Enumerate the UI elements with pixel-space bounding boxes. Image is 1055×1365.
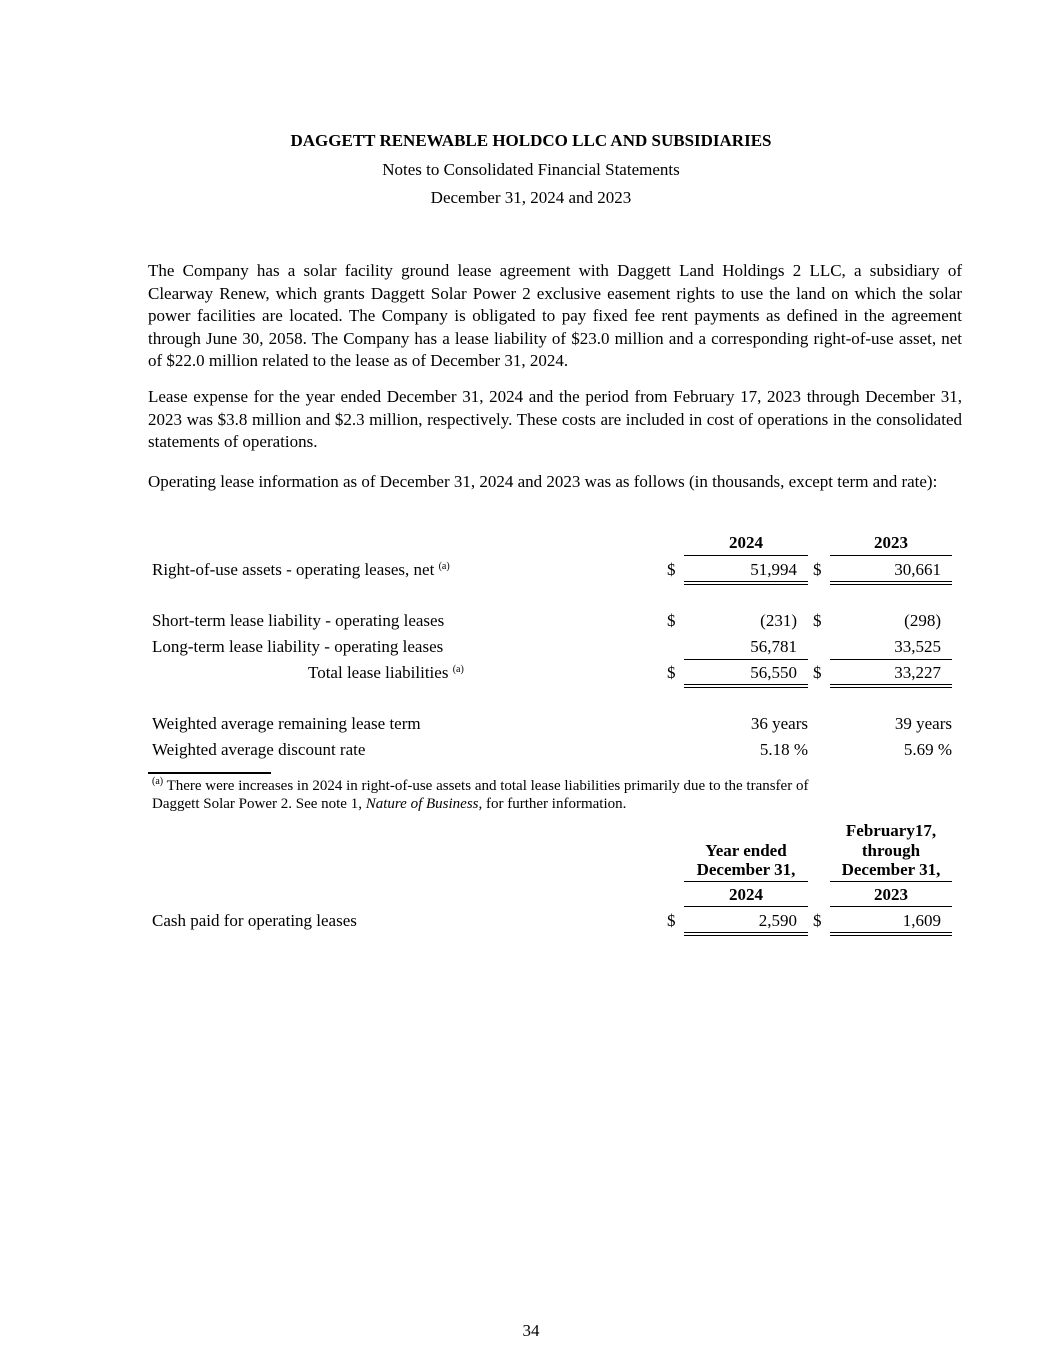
- header-rule-2023: [830, 881, 952, 882]
- footnote-mark: (a): [152, 776, 164, 787]
- double-rule-2023: [830, 581, 952, 585]
- value-rou-2023: 30,661: [894, 560, 941, 579]
- paragraph-ground-lease: The Company has a solar facility ground lease agreement with Daggett Land Holdings 2 LLC, a subsidiary of Clearway Renew, which grants Daggett Solar Power 2 exclusive easement rights to use the land on which the solar power facilities are located. The Company is obligated to pay fixed fee rent payments as defined in the agreement through June 30, 2058. The Company has a lease liability of $23.0 million and a corresponding right-of-use asset, net of $22.0 million related to the lease as of December 31, 2024.: [148, 261, 962, 370]
- row-label-cash-paid: Cash paid for operating leases: [152, 911, 357, 930]
- report-date: December 31, 2024 and 2023: [430, 188, 632, 207]
- dollar-sign: $: [667, 911, 676, 930]
- footnote-mark: (a): [452, 664, 464, 675]
- paragraph-operating-lease-info: Operating lease information as of December 31, 2024 and 2023 was as follows (in thousands, except term and rate):: [148, 472, 938, 491]
- value-short-term-2024: (231): [760, 611, 797, 630]
- value-long-term-2024: 56,781: [750, 637, 797, 656]
- double-rule-2024: [684, 684, 808, 688]
- header-rule-2023: [830, 555, 952, 556]
- column-header-feb17: February17,: [845, 821, 937, 840]
- column-header-december-31-b: December 31,: [841, 860, 941, 879]
- double-rule-2023: [830, 684, 952, 688]
- column-header-december-31-a: December 31,: [696, 860, 796, 879]
- page-number: 34: [522, 1321, 540, 1340]
- dollar-sign: $: [813, 663, 822, 682]
- header-rule-2024: [684, 881, 808, 882]
- year-rule-2024: [684, 906, 808, 907]
- dollar-sign: $: [667, 611, 676, 630]
- subtotal-rule-2024: [684, 659, 808, 660]
- double-rule-2023: [830, 932, 952, 936]
- subtotal-rule-2023: [830, 659, 952, 660]
- double-rule-2024: [684, 932, 808, 936]
- row-label-short-term-liability: Short-term lease liability - operating leases: [152, 611, 445, 630]
- column-header-year-ended: Year ended: [705, 841, 787, 860]
- value-long-term-2023: 33,525: [894, 637, 941, 656]
- year-rule-2023: [830, 906, 952, 907]
- footnote-note-reference: Nature of Business,: [365, 796, 483, 812]
- company-name: DAGGETT RENEWABLE HOLDCO LLC AND SUBSIDIARIES: [290, 131, 772, 150]
- header-rule-2024: [684, 555, 808, 556]
- dollar-sign: $: [667, 560, 676, 579]
- value-cash-paid-2024: 2,590: [758, 911, 797, 930]
- footnote-line-1: $^{(a)}$ There were increases in 2024 in right-of-use assets and total lease liabilities primarily due to the transfer of: [152, 776, 809, 794]
- row-label-long-term-liability: Long-term lease liability - operating leases: [152, 637, 444, 656]
- column-header-year-2023: 2023: [874, 885, 908, 904]
- dollar-sign: $: [813, 611, 822, 630]
- column-header-year-2024: 2024: [729, 885, 763, 904]
- row-label-total-lease-liabilities: Total lease liabilities $^{(a)}$: [308, 663, 464, 682]
- dollar-sign: $: [813, 911, 822, 930]
- dollar-sign: $: [667, 663, 676, 682]
- column-header-2024: 2024: [729, 533, 763, 552]
- footnote-separator: [148, 772, 271, 774]
- value-short-term-2023: (298): [904, 611, 941, 630]
- row-label-discount-rate: Weighted average discount rate: [152, 740, 366, 759]
- value-cash-paid-2023: 1,609: [902, 911, 941, 930]
- footnote-mark: (a): [438, 561, 450, 572]
- paragraph-lease-expense: Lease expense for the year ended December 31, 2024 and the period from February 17, 2023 through December 31, 2023 was $3.8 million and $2.3 million, respectively. These costs are included in cost of operations in the consolidated statements of operations.: [148, 387, 962, 451]
- value-total-2023: 33,227: [894, 663, 941, 682]
- column-header-2023: 2023: [874, 533, 908, 552]
- value-rate-2024: 5.18 %: [759, 740, 808, 759]
- double-rule-2024: [684, 581, 808, 585]
- footnote-line-2: Daggett Solar Power 2. See note 1, Nature of Business, for further information.: [152, 796, 627, 812]
- column-header-through: through: [861, 841, 921, 860]
- row-label-rou-assets: Right-of-use assets - operating leases, net $^{(a)}$: [152, 560, 450, 579]
- value-term-2024: 36 years: [750, 714, 808, 733]
- dollar-sign: $: [813, 560, 822, 579]
- row-label-remaining-lease-term: Weighted average remaining lease term: [152, 714, 421, 733]
- value-rou-2024: 51,994: [750, 560, 797, 579]
- report-subtitle: Notes to Consolidated Financial Statements: [382, 160, 680, 179]
- value-total-2024: 56,550: [750, 663, 797, 682]
- value-term-2023: 39 years: [894, 714, 952, 733]
- value-rate-2023: 5.69 %: [903, 740, 952, 759]
